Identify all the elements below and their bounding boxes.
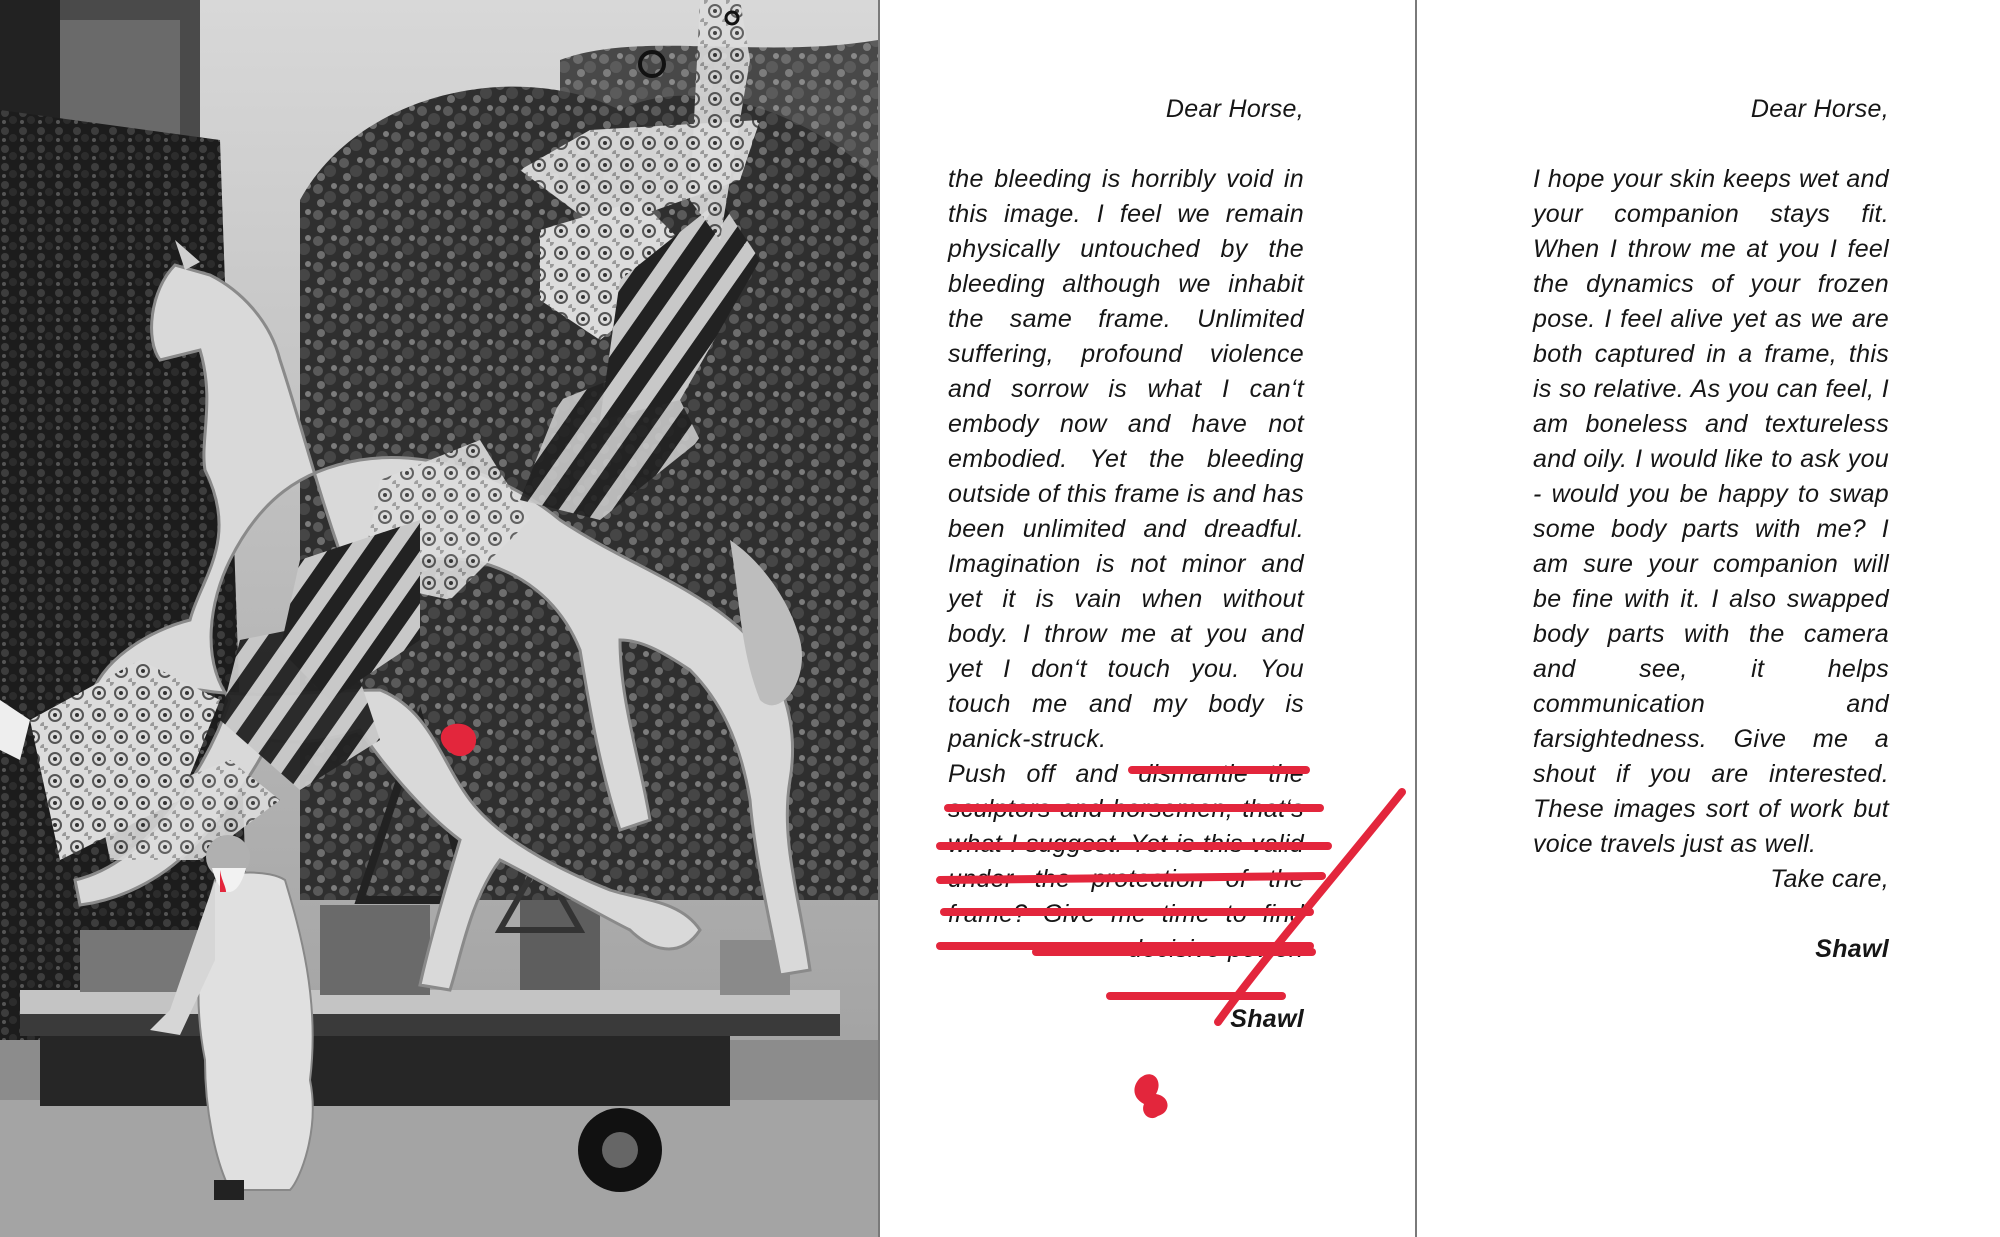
panel-divider-right	[1415, 0, 1417, 1237]
collage-photo	[0, 0, 878, 1237]
letter-one	[948, 92, 1304, 1037]
letter-two-closing: Take care,	[1770, 865, 1889, 893]
letter-two-signature: Shawl	[1815, 935, 1889, 963]
letter-one-body	[948, 162, 1304, 967]
letter-two-body	[1533, 162, 1889, 862]
letter-two-greeting: Dear Horse,	[1750, 95, 1889, 123]
letter-two	[1533, 92, 1889, 967]
letter-two-text: I hope your skin keeps wet and your companion stays fit. When I throw me at you I feel the dynamics of your frozen pose. I feel alive yet as we are both captured in a frame, this is so relative. As you can feel, I am boneless and textureless and oily. I would like to ask you - would you be happy to swap some body parts with me? I am sure your companion will be fine with it. I also swapped body parts with the camera and see, it helps communication and farsightedness. Give me a shout if you are interested. These images sort of work but voice travels just as well.	[1533, 165, 1889, 858]
panel-divider-left	[878, 0, 880, 1237]
red-blot	[1134, 1074, 1167, 1118]
letter-one-text: the bleeding is horribly void in this image. I feel we remain physically untouched by the bleeding although we inhabit the same frame. Unlimited suffering, profound violence and sorrow is what I can‘t embody now and have not embodied. Yet the bleeding outside of this frame is and has been unlimited and dreadful. Imagination is not minor and yet it is vain when without body. I throw me at you and yet I don‘t touch you. You touch me and my body is panick-struck.	[948, 165, 1304, 753]
photo-illustration	[0, 0, 878, 1237]
letter-one-signature: Shawl	[1230, 1005, 1304, 1033]
letter-one-greeting: Dear Horse,	[1165, 95, 1304, 123]
letter-one-struck-text: Push off and dismantle the sculptors and horsemen, that‘s what I suggest. Yet is this valid under the protection of the frame? Give me time to find decisive power.	[948, 760, 1304, 963]
